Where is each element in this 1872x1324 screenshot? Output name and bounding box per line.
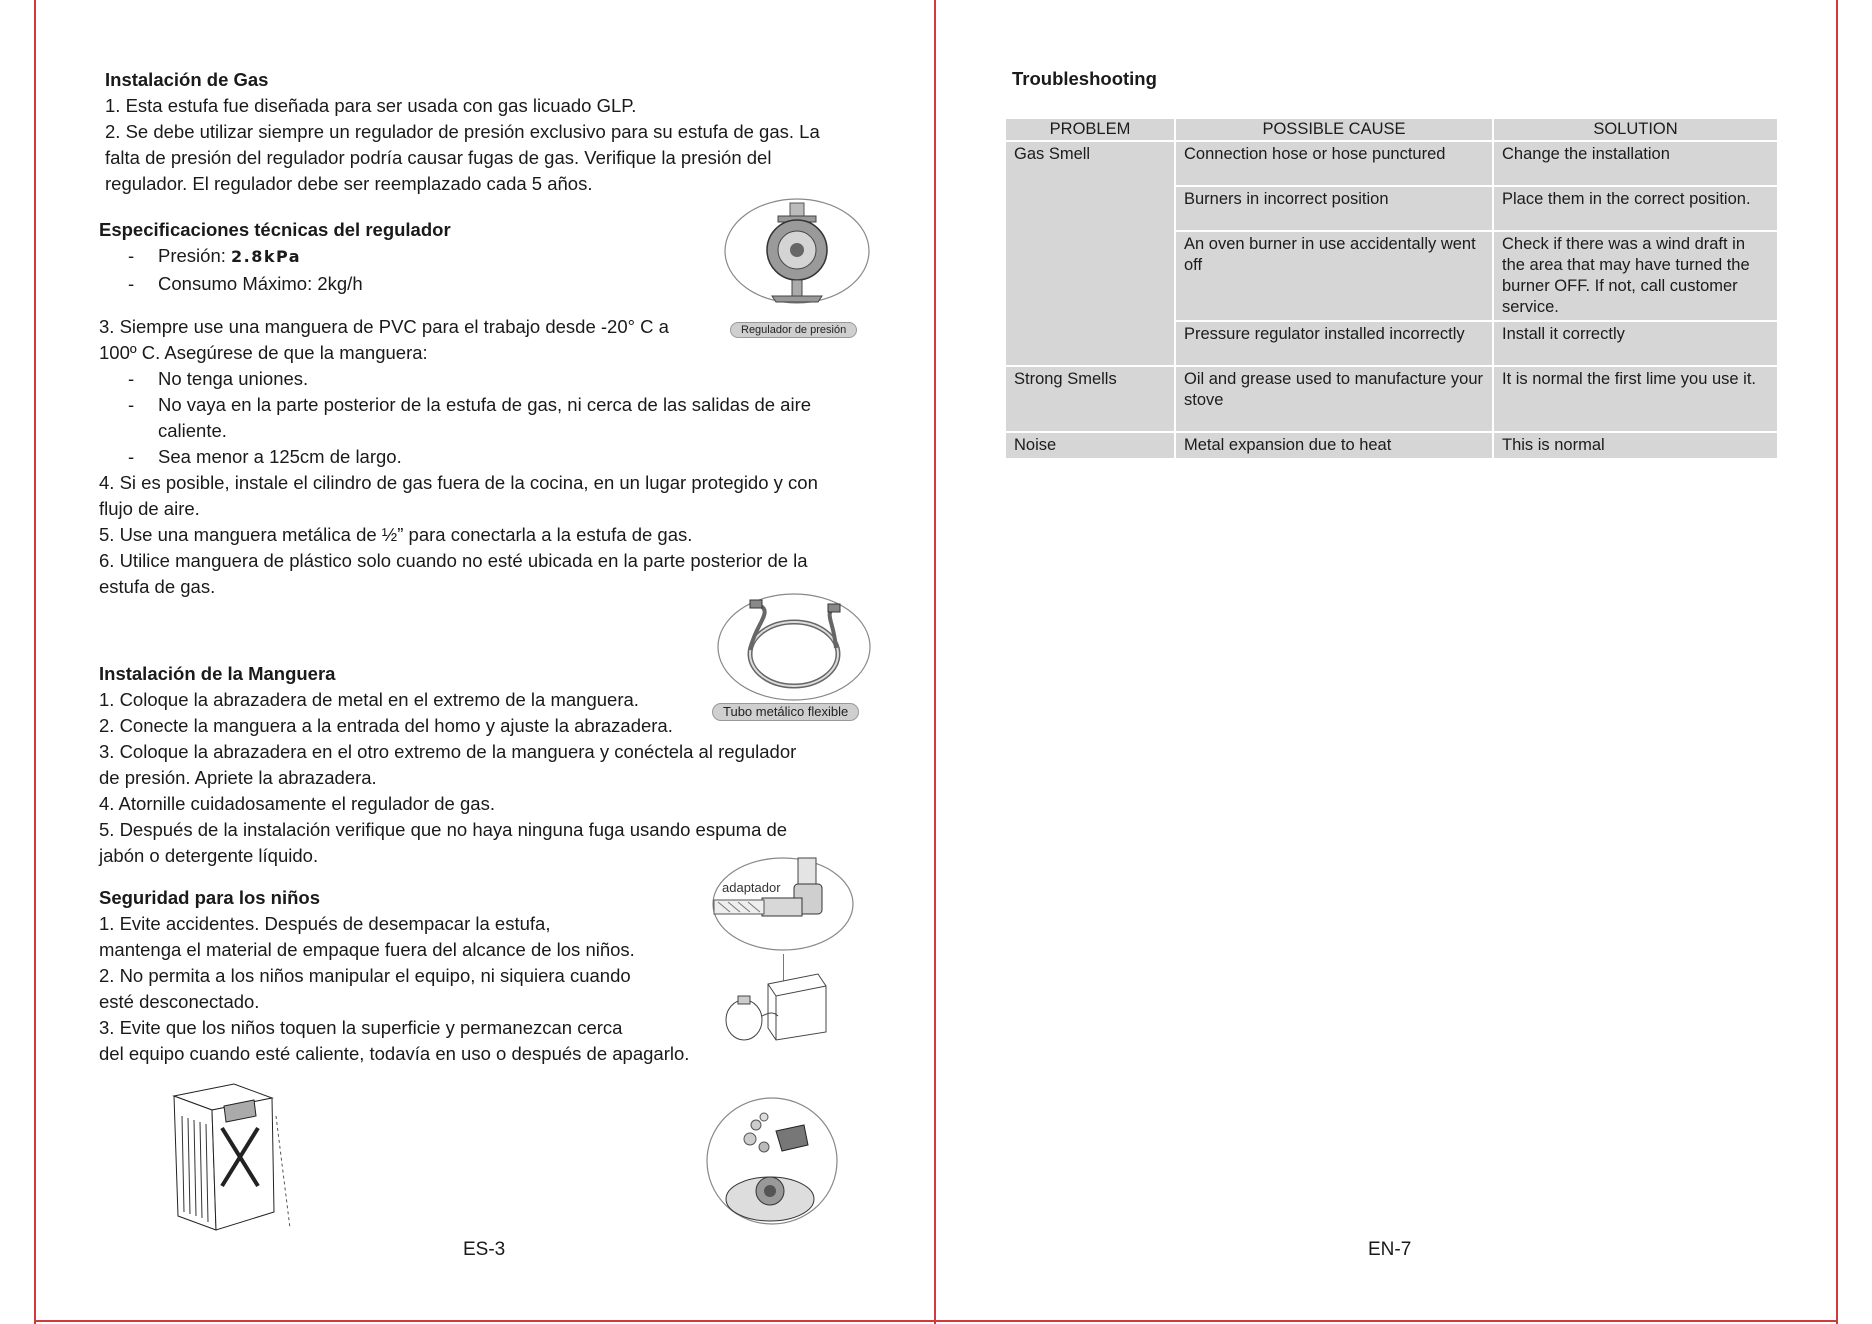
table-header-row — [1006, 119, 1777, 140]
hose-bullet: No tenga uniones. — [158, 368, 309, 389]
cause-cell: Pressure regulator installed incorrectly — [1176, 322, 1492, 365]
hose-bullet: No vaya en la parte posterior de la estufa de gas, ni cerca de las salidas de aire — [158, 394, 812, 415]
hose-install-line: 1. Coloque la abrazadera de metal en el extremo de la manguera. — [99, 689, 639, 710]
troubleshooting-table — [1004, 117, 1779, 460]
problem-cell: Noise — [1006, 433, 1174, 458]
hose-install-line: jabón o detergente líquido. — [99, 845, 319, 866]
child-safety-heading: Seguridad para los niños — [99, 887, 321, 908]
header-cause: POSSIBLE CAUSE — [1176, 119, 1492, 140]
solution-cell: Install it correctly — [1494, 322, 1777, 365]
hose-rule-line: 5. Use una manguera metálica de ½” para conectarla a la estufa de gas. — [99, 524, 693, 545]
cause-cell: Oil and grease used to manufacture your stove — [1176, 367, 1492, 431]
hose-bullet-dash: - — [128, 446, 135, 467]
gas-install-line: falta de presión del regulador podría causar fugas de gas. Verifique la presión del — [105, 147, 772, 168]
hose-install-line: 2. Conecte la manguera a la entrada del homo y ajuste la abrazadera. — [99, 715, 673, 736]
spec-bullet-dash: - — [128, 273, 135, 294]
pressure-value: 2.8kPa — [231, 247, 302, 266]
hose-bullet-dash: - — [128, 368, 135, 389]
frame-right-border — [1836, 0, 1838, 1324]
cause-cell: Burners in incorrect position — [1176, 187, 1492, 230]
hose-rule-line: flujo de aire. — [99, 498, 200, 519]
problem-cell: Strong Smells — [1006, 367, 1174, 431]
solution-cell: Change the installation — [1494, 142, 1777, 185]
solution-cell: Check if there was a wind draft in the area that may have turned the burner OFF. If not, call customer service. — [1494, 232, 1777, 320]
child-safety-line: 3. Evite que los niños toquen la superficie y permanezcan cerca — [99, 1017, 623, 1038]
hose-install-line: de presión. Apriete la abrazadera. — [99, 767, 377, 788]
solution-cell: Place them in the correct position. — [1494, 187, 1777, 230]
hose-bullet-dash: - — [128, 394, 135, 415]
hose-bullet: Sea menor a 125cm de largo. — [158, 446, 402, 467]
hose-install-heading: Instalación de la Manguera — [99, 663, 336, 684]
page-number-right: EN-7 — [1368, 1239, 1412, 1260]
header-solution: SOLUTION — [1494, 119, 1777, 140]
child-safety-line: mantenga el material de empaque fuera del alcance de los niños. — [99, 939, 635, 960]
gas-install-line: 1. Esta estufa fue diseñada para ser usada con gas licuado GLP. — [105, 95, 637, 116]
child-safety-line: 1. Evite accidentes. Después de desempacar la estufa, — [99, 913, 551, 934]
gas-cylinder-stove-image — [722, 972, 842, 1044]
adapter-image — [710, 856, 856, 956]
pressure-regulator-image — [722, 198, 872, 313]
left-page — [34, 0, 934, 1324]
cause-cell: Metal expansion due to heat — [1176, 433, 1492, 458]
gas-install-line: 2. Se debe utilizar siempre un regulador de presión exclusivo para su estufa de gas. La — [105, 121, 820, 142]
cause-cell: Connection hose or hose punctured — [1176, 142, 1492, 185]
child-safety-line: del equipo cuando esté caliente, todavía en uso o después de apagarlo. — [99, 1043, 690, 1064]
page-number-left: ES-3 — [463, 1239, 506, 1260]
cause-cell: An oven burner in use accidentally went off — [1176, 232, 1492, 320]
hose-rule-line: estufa de gas. — [99, 576, 216, 597]
table-row — [1006, 433, 1777, 458]
gas-install-line: regulador. El regulador debe ser reemplazado cada 5 años. — [105, 173, 593, 194]
hose-rule-line: 4. Si es posible, instale el cilindro de gas fuera de la cocina, en un lugar protegido y con — [99, 472, 818, 493]
adapter-label: adaptador — [722, 880, 781, 895]
hose-caption: Tubo metálico flexible — [712, 703, 859, 721]
spec-pressure — [158, 243, 301, 270]
hose-install-line: 3. Coloque la abrazadera en el otro extremo de la manguera y conéctela al regulador — [99, 741, 797, 762]
troubleshooting-title: Troubleshooting — [1012, 68, 1157, 89]
gas-install-heading: Instalación de Gas — [105, 69, 269, 90]
table-row — [1006, 367, 1777, 431]
solution-cell: This is normal — [1494, 433, 1777, 458]
soap-leak-test-image — [704, 1095, 840, 1227]
regulator-caption: Regulador de presión — [730, 322, 857, 338]
hose-install-line: 5. Después de la instalación verifique que no haya ninguna fuga usando espuma de — [99, 819, 788, 840]
header-problem: PROBLEM — [1006, 119, 1174, 140]
table-row — [1006, 142, 1777, 185]
hose-rule-line: 100º C. Asegúrese de que la manguera: — [99, 342, 428, 363]
regulator-specs-heading: Especificaciones técnicas del regulador — [99, 219, 451, 240]
flexible-hose-image — [716, 592, 872, 702]
right-page — [936, 0, 1836, 1324]
solution-cell: It is normal the first lime you use it. — [1494, 367, 1777, 431]
hose-install-line: 4. Atornille cuidadosamente el regulador de gas. — [99, 793, 495, 814]
packaged-stove-image — [164, 1076, 304, 1236]
child-safety-line: 2. No permita a los niños manipular el equipo, ni siquiera cuando — [99, 965, 631, 986]
spec-bullet-dash: - — [128, 245, 135, 266]
hose-rule-line: 6. Utilice manguera de plástico solo cuando no esté ubicada en la parte posterior de la — [99, 550, 808, 571]
hose-bullet-continued: caliente. — [158, 420, 227, 441]
spec-consumption: Consumo Máximo: 2kg/h — [158, 273, 363, 294]
problem-cell: Gas Smell — [1006, 142, 1174, 365]
child-safety-line: esté desconectado. — [99, 991, 260, 1012]
pressure-label: Presión: — [158, 245, 232, 266]
hose-rule-line: 3. Siempre use una manguera de PVC para el trabajo desde -20° C a — [99, 316, 669, 337]
